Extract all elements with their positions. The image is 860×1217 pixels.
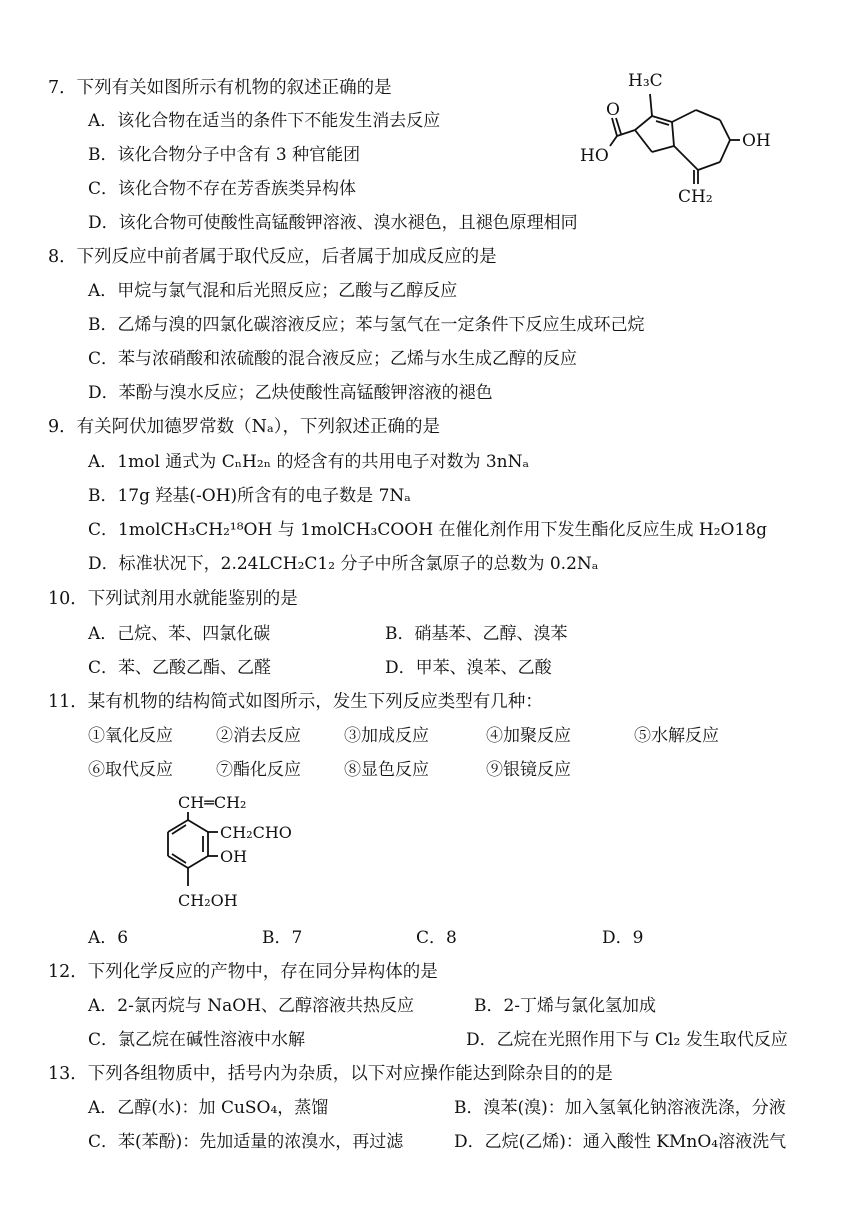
q7-label-h3c: H₃C [628,71,663,91]
q11-type-4: ④加聚反应 [486,726,571,746]
q7-bond [698,162,720,170]
q7-bond [650,94,652,116]
q13-stem: 13．下列各组物质中，括号内为杂质，以下对应操作能达到除杂目的的是 [48,1064,613,1084]
q12-option-b: B．2-丁烯与氯化氢加成 [474,996,657,1016]
q7-option-b: B．该化合物分子中含有 3 种官能团 [88,145,361,165]
q11-bond [188,820,208,832]
q7-option-d: D．该化合物可使酸性高锰酸钾溶液、溴水褪色，且褪色原理相同 [88,213,578,233]
q10-stem: 10．下列试剂用水就能鉴别的是 [48,589,298,609]
q7-bond [672,110,696,122]
q12-option-a: A．2-氯丙烷与 NaOH、乙醇溶液共热反应 [88,996,415,1016]
q7-bond [720,140,730,162]
q7-structure-figure [570,60,800,210]
q7-bond [674,146,698,170]
q7-bond [696,110,720,120]
q9-option-a: A．1mol 通式为 CₙH₂ₙ 的烃含有的共用电子对数为 3nNₐ [88,452,530,472]
q11-option-d: D．9 [602,928,644,948]
q7-option-a: A．该化合物在适当的条件下不能发生消去反应 [88,111,441,131]
q7-stem: 7．下列有关如图所示有机物的叙述正确的是 [48,78,392,98]
q11-structure-figure [140,790,340,920]
q7-bond [616,118,621,134]
q7-label-oh: OH [742,131,771,151]
q11-type-6: ⑥取代反应 [88,760,173,780]
q8-option-b: B．乙烯与溴的四氯化碳溶液反应；苯与氢气在一定条件下反应生成环己烷 [88,315,645,335]
q11-label-oh: OH [220,847,248,866]
q11-bond [188,856,208,868]
q11-type-3: ③加成反应 [344,726,429,746]
q8-option-c: C．苯与浓硝酸和浓硫酸的混合液反应；乙烯与水生成乙醇的反应 [88,349,578,369]
q7-bond [652,146,674,152]
q12-option-d: D．乙烷在光照作用下与 Cl₂ 发生取代反应 [466,1030,788,1050]
q7-label-o: O [606,100,620,120]
q11-option-c: C．8 [416,928,457,948]
q10-option-a: A．己烷、苯、四氯化碳 [88,624,271,644]
q7-label-ho: HO [580,146,609,166]
q13-option-d: D．乙烷(乙烯)：通入酸性 KMnO₄溶液洗气 [454,1132,787,1152]
q9-option-c: C．1molCH₃CH₂¹⁸OH 与 1molCH₃COOH 在催化剂作用下发生酯化反应生成 H₂O18g [88,520,767,540]
q11-label-ch2oh: CH₂OH [178,891,238,910]
q11-type-5: ⑤水解反应 [634,726,719,746]
q11-label-ch2cho: CH₂CHO [220,823,292,842]
q11-type-1: ①氧化反应 [88,726,173,746]
q11-type-9: ⑨银镜反应 [486,760,571,780]
q8-option-d: D．苯酚与溴水反应；乙炔使酸性高锰酸钾溶液的褪色 [88,383,493,403]
q10-option-b: B．硝基苯、乙醇、溴苯 [385,624,568,644]
q11-type-7: ⑦酯化反应 [216,760,301,780]
q11-stem: 11．某有机物的结构简式如图所示，发生下列反应类型有几种： [48,692,543,712]
q13-option-a: A．乙醇(水)：加 CuSO₄，蒸馏 [88,1098,329,1118]
q9-option-d: D．标准状况下，2.24LCH₂C1₂ 分子中所含氯原子的总数为 0.2Nₐ [88,554,599,574]
q8-option-a: A．甲烷与氯气混和后光照反应；乙酸与乙醇反应 [88,281,458,301]
q9-option-b: B．17g 羟基(-OH)所含有的电子数是 7Nₐ [88,486,411,506]
q7-option-c: C．该化合物不存在芳香族类异构体 [88,179,357,199]
q9-stem: 9．有关阿伏加德罗常数（Nₐ），下列叙述正确的是 [48,417,440,437]
q11-label-vinyl: CH═CH₂ [178,793,247,812]
q11-option-b: B．7 [262,928,303,948]
q7-bond [635,116,652,130]
q7-bond [656,121,669,125]
q7-bond [610,136,617,146]
q12-stem: 12．下列化学反应的产物中，存在同分异构体的是 [48,962,438,982]
q10-option-d: D．甲苯、溴苯、乙酸 [385,658,552,678]
q11-option-a: A．6 [88,928,129,948]
q12-option-c: C．氯乙烷在碱性溶液中水解 [88,1030,306,1050]
q13-option-c: C．苯(苯酚)：先加适量的浓溴水，再过滤 [88,1132,404,1152]
q13-option-b: B．溴苯(溴)：加入氢氧化钠溶液洗涤，分液 [454,1098,786,1118]
q7-bond [635,130,652,152]
q11-type-8: ⑧显色反应 [344,760,429,780]
q10-option-c: C．苯、乙酸乙酯、乙醛 [88,658,272,678]
q11-type-2: ②消去反应 [216,726,301,746]
q7-bond [652,116,672,122]
q7-bond [720,120,730,140]
q8-stem: 8．下列反应中前者属于取代反应，后者属于加成反应的是 [48,247,497,267]
q7-bond [672,122,674,146]
q7-label-ch2: CH₂ [678,187,713,207]
